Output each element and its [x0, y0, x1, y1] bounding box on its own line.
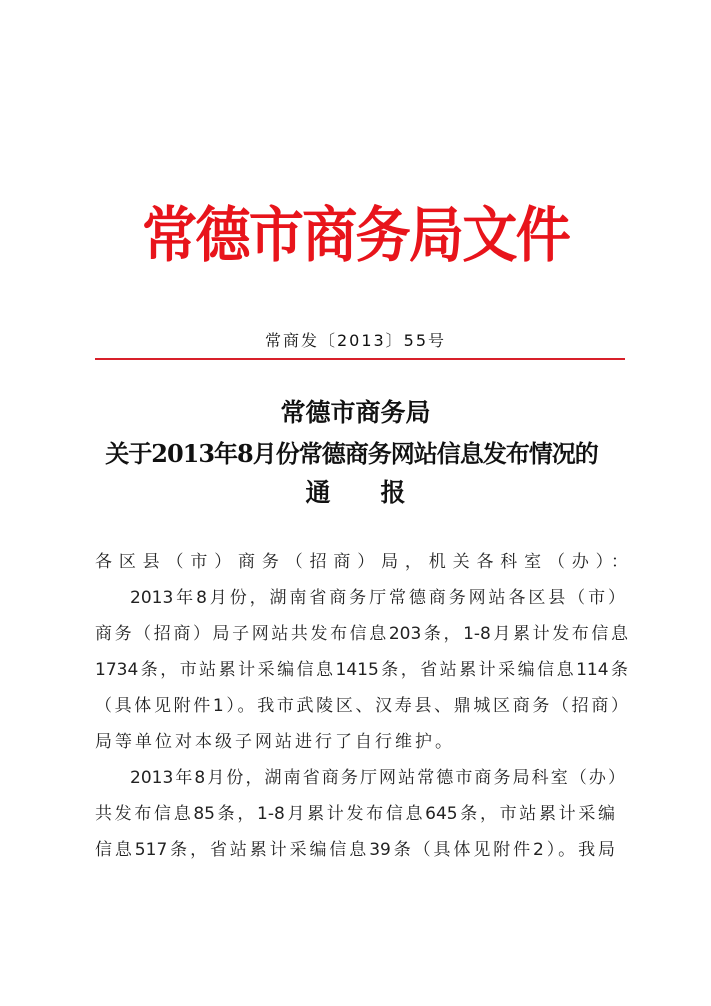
notice-title-line-3: 通 报 — [305, 478, 406, 507]
notice-title-line-2: 关于2013年8月份常德商务网站信息发布情况的 — [105, 439, 598, 468]
salutation: 各区县（市）商务（招商）局，机关各科室（办）： — [95, 552, 628, 572]
body-line: 商务（招商）局子网站共发布信息203条，1-8月累计发布信息 — [95, 624, 628, 644]
body-line: 1734条，市站累计采编信息1415条，省站累计采编信息114条 — [95, 660, 628, 680]
body-line: 共发布信息85条，1-8月累计发布信息645条，市站累计采编 — [95, 804, 615, 824]
document-header-title: 常德市商务局文件 — [142, 201, 569, 271]
body-line: 2013年8月份，湖南省商务厅网站常德市商务局科室（办） — [130, 768, 625, 788]
header-divider — [95, 358, 625, 360]
body-line: 2013年8月份，湖南省商务厅常德商务网站各区县（市） — [130, 588, 625, 608]
document-number: 常商发〔2013〕55号 — [264, 331, 447, 350]
body-line: 信息517条，省站累计采编信息39条（具体见附件2）。我局 — [95, 840, 615, 860]
body-line: 局等单位对本级子网站进行了自行维护。 — [95, 732, 455, 752]
notice-title-line-1: 常德市商务局 — [280, 398, 431, 427]
body-line: （具体见附件1）。我市武陵区、汉寿县、鼎城区商务（招商） — [95, 696, 628, 716]
